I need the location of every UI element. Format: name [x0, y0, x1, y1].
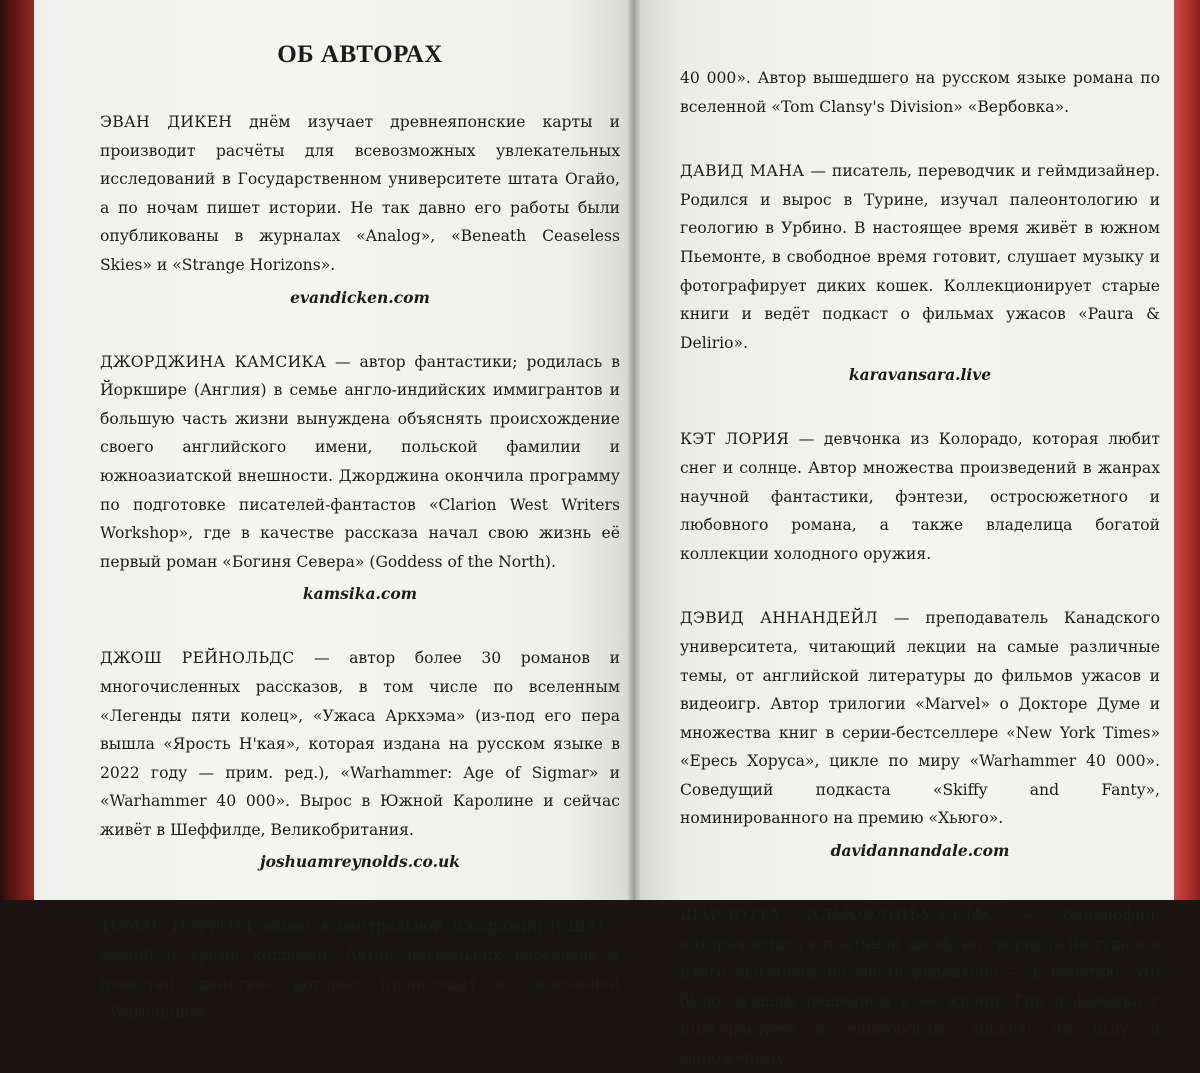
right-page — [640, 0, 1174, 1068]
spacer — [100, 312, 620, 348]
bio-paragraph — [680, 157, 1160, 357]
author-bio-thomas-parrott — [100, 912, 620, 1026]
bio-paragraph — [680, 901, 1160, 1073]
author-name: ЭВАН ДИКЕН — [100, 113, 233, 131]
author-name: ТОМАС ПЭРРОТТ — [100, 917, 255, 936]
bio-paragraph — [100, 912, 620, 1026]
right-page-column — [680, 64, 1160, 1073]
author-bio-cat-loria — [680, 425, 1160, 568]
author-description: — библиофил, которая вошла в платяной шкаф, но свернула не туда и в итоге оказалась на месте редактора — к счастью, это было лучшим решением в её жизни. Гик и фанатка с пристрастием к единорогам, хоккею на льду и мороженому. — [680, 906, 1160, 1068]
author-website: kamsika.com — [302, 584, 418, 604]
spacer — [100, 876, 620, 912]
author-description: — девчонка из Колорадо, которая любит снег и солнце. Автор множества произведений в жанрах научной фантастики, фэнтези, остросюжетного и любовного романа, а также владелица богатой коллекции холодного оружия. — [680, 430, 1161, 563]
spacer — [100, 608, 620, 644]
bio-paragraph — [100, 644, 620, 844]
author-name: ШАРЛОТТА АЛЬЮЭЛИН-УЭЛЛАС — [680, 906, 997, 925]
left-page-column — [100, 40, 620, 1027]
bio-paragraph — [100, 348, 620, 577]
spacer — [680, 121, 1160, 157]
bio-paragraph — [100, 108, 620, 280]
author-bio-evan-dicken — [100, 108, 620, 312]
continued-bio-paragraph: 40 000». Автор вышедшего на русском языке романа по вселенной «Tom Clansy's Division» «Вербовка». — [680, 69, 1160, 116]
book-cover-edge-right — [1174, 0, 1200, 900]
author-bio-charlotte-llewelyn-wells — [680, 901, 1160, 1073]
author-bio-david-annandale — [680, 604, 1160, 865]
author-description: — писатель, переводчик и геймдизайнер. Родился и вырос в Турине, изучал палеонтологию и геологию в Урбино. В настоящее время живёт в южном Пьемонте, в свободное время готовит, слушает музыку и фотографирует диких кошек. Коллекционирует старые книги и ведёт подкаст о фильмах ужасов «Paura & Delirio». — [680, 162, 1160, 352]
author-description: живёт в центральной Джорджии (США) с женой и тремя кошками. Автор нескольких рассказов и повестей, действие которых происходит во вселенной «Warhammer — [100, 917, 620, 1022]
page-title: ОБ АВТОРАХ — [277, 41, 443, 68]
author-bio-josh-reynolds — [100, 644, 620, 876]
author-website: joshuamreynolds.co.uk — [259, 852, 461, 872]
author-bio-georgina-kamsika — [100, 348, 620, 609]
author-description: — автор фантастики; родилась в Йоркшире (Англия) в семье англо-индийских иммигрантов и большую часть жизни вынуждена объяснять происхождение своего английского имени, польской фамилии и южноазиатской внешности. Джорджина окончила программу по подготовке писателей-фантастов «Clarion West Writers Workshop», где в качестве рассказа начал свою жизнь её первый роман «Богиня Севера» (Goddess of the North). — [100, 352, 620, 571]
author-description: — автор более 30 романов и многочисленных рассказов, в том числе по вселенным «Легенды пяти колец», «Ужаса Аркхэма» (из-под его пера вышла «Ярость Н'кая», которая издана на русском языке в 2022 году — прим. ред.), «Warhammer: Age of Sigmar» и «Warhammer 40 000». Вырос в Южной Каролине и сейчас живёт в Шеффилде, Великобритания. — [100, 649, 620, 839]
author-name: ДАВИД МАНА — [680, 162, 805, 181]
author-website: evandicken.com — [290, 287, 430, 307]
spacer — [680, 389, 1160, 425]
left-page — [34, 0, 630, 1022]
author-website: davidannandale.com — [830, 841, 1010, 861]
author-name: ДЖОШ РЕЙНОЛЬДС — [100, 649, 295, 668]
author-name: ДЭВИД АННАНДЕЙЛ — [680, 609, 878, 628]
author-name: КЭТ ЛОРИЯ — [680, 430, 790, 449]
author-bio-davide-mana — [680, 157, 1160, 389]
author-description: днём изучает древнеяпонские карты и производит расчёты для всевозможных увлекательных исследований в Государственном университете штата Огайо, а по ночам пишет истории. Не так давно его работы были опубликованы в журналах «Analog», «Beneath Ceaseless Skies» и «Strange Horizons». — [100, 113, 620, 274]
bio-paragraph — [680, 604, 1160, 833]
author-description: — преподаватель Канадского университета, читающий лекции на самые различные темы, от английской литературы до фильмов ужасов и видеоигр. Автор трилогии «Marvel» о Докторе Думе и множества книг в серии-бестселлере «New York Times» «Ересь Хоруса», цикле по миру «Warhammer 40 000». Соведущий подкаста «Skiffy and Fanty», номинированного на премию «Хьюго». — [680, 609, 1160, 828]
book-cover-edge-left — [0, 0, 34, 900]
author-website: karavansara.live — [848, 365, 992, 385]
author-name: ДЖОРДЖИНА КАМСИКА — [100, 352, 326, 371]
spacer — [680, 865, 1160, 901]
spacer — [680, 568, 1160, 604]
bio-paragraph — [680, 425, 1160, 568]
